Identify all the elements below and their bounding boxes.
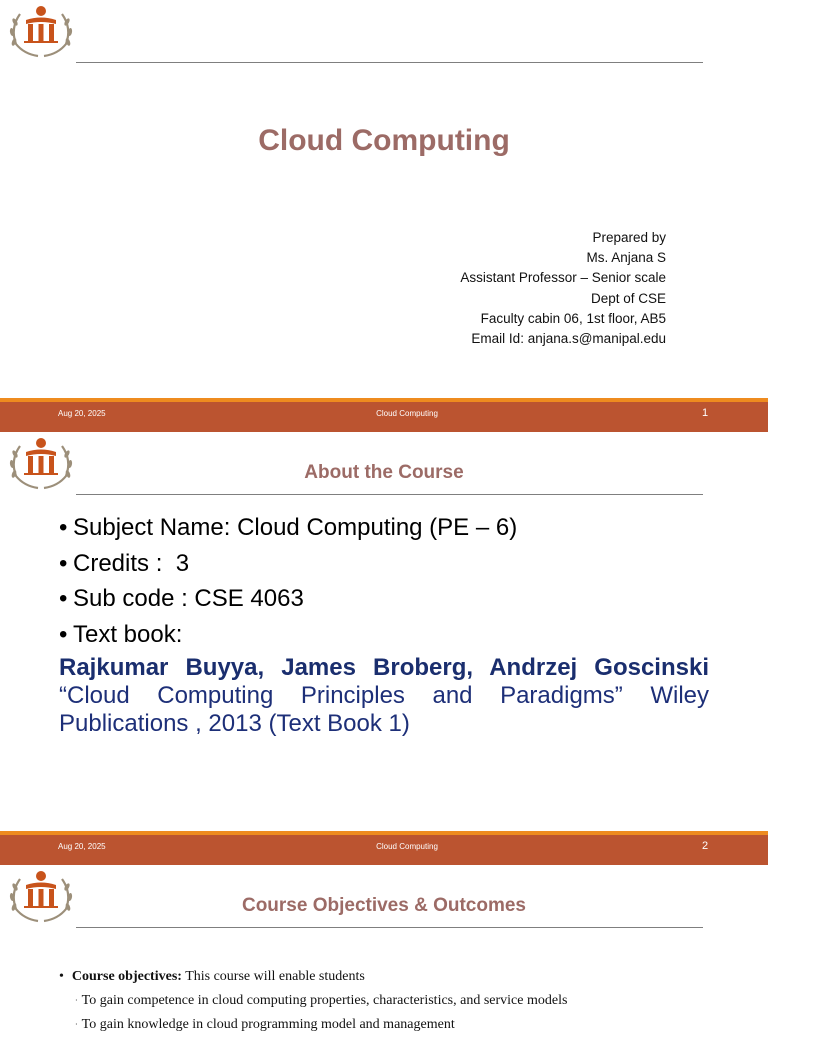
objectives-heading: • Course objectives: This course will enable students <box>59 969 365 984</box>
presenter-cabin: Faculty cabin 06, 1st floor, AB5 <box>480 310 666 326</box>
footer-title: Cloud Computing <box>376 842 438 851</box>
header-rule <box>76 494 703 495</box>
presenter-position: Assistant Professor – Senior scale <box>460 270 666 286</box>
objectives-intro: This course will enable students <box>185 969 365 984</box>
header-rule <box>76 62 703 63</box>
presenter-name: Ms. Anjana S <box>586 250 666 266</box>
textbook-authors: Rajkumar Buyya, James Broberg, Andrzej Goscinski <box>59 654 709 681</box>
slide-number: 1 <box>701 407 709 419</box>
list-item: • Text book: <box>59 620 183 648</box>
university-logo <box>6 2 76 62</box>
course-details-list <box>59 510 517 652</box>
prepared-by-line: Prepared by <box>592 230 666 245</box>
textbook-reference <box>59 654 709 738</box>
presenter-email: Email Id: anjana.s@manipal.edu <box>471 331 666 347</box>
footer-date: Aug 20, 2025 <box>58 842 106 851</box>
slide-3 <box>0 865 768 1032</box>
slide-title: Course Objectives & Outcomes <box>241 895 527 916</box>
footer-title: Cloud Computing <box>376 409 438 418</box>
list-item: • Sub code : CSE 4063 <box>59 585 304 612</box>
presentation-title: Cloud Computing <box>258 124 510 157</box>
list-item: • Subject Name: Cloud Computing (PE – 6) <box>59 514 518 541</box>
slide-title: About the Course <box>304 462 464 483</box>
textbook-title: “Cloud Computing Principles and Paradigms” Wiley Publications , 2013 (Text Book 1) <box>59 682 709 737</box>
footer-date: Aug 20, 2025 <box>58 409 106 418</box>
presenter-department: Dept of CSE <box>590 290 666 306</box>
slide-2 <box>0 432 768 865</box>
slide-1 <box>0 0 768 432</box>
presenter-info <box>460 228 666 349</box>
header-rule <box>76 927 703 928</box>
slide-number: 2 <box>701 840 709 852</box>
objectives-label: Course objectives: <box>71 969 182 984</box>
slide-footer <box>0 831 768 865</box>
slide-footer <box>0 398 768 432</box>
list-item: · To gain knowledge in cloud programming model and management <box>75 1017 455 1032</box>
list-item: • Credits : 3 <box>59 549 190 577</box>
course-objectives <box>59 969 567 1041</box>
list-item: · To gain competence in cloud computing properties, characteristics, and service models <box>75 993 568 1008</box>
